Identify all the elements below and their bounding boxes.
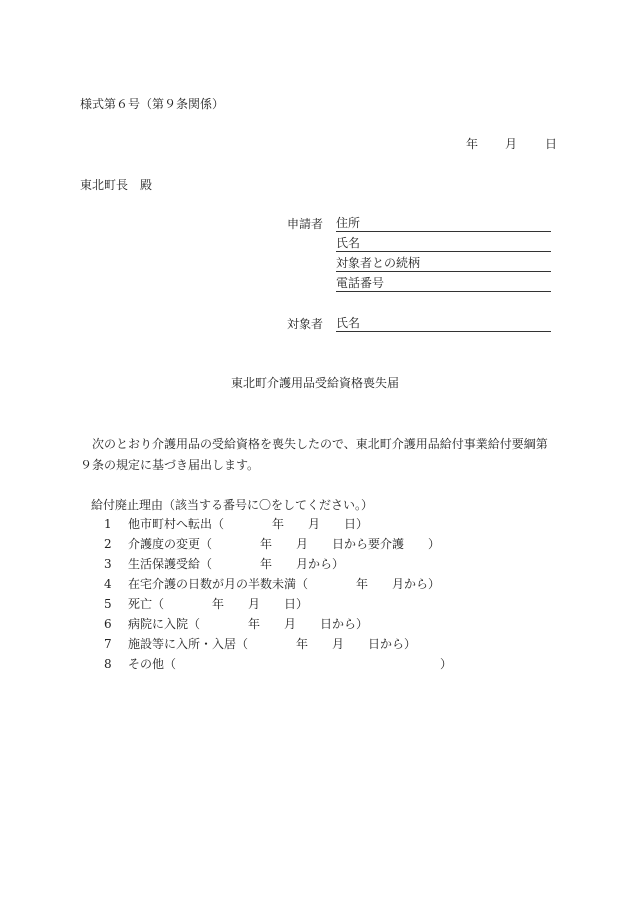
reasons-list xyxy=(104,516,452,676)
reason-text: 死亡（ 年 月 日） xyxy=(128,597,309,611)
reason-item[interactable] xyxy=(104,556,452,576)
reason-number: 6 xyxy=(104,617,112,631)
reason-number: 4 xyxy=(104,577,112,591)
reason-item[interactable] xyxy=(104,656,452,676)
applicant-address-label: 住所 xyxy=(336,216,361,230)
applicant-phone-label: 電話番号 xyxy=(336,276,385,290)
document-title: 東北町介護用品受給資格喪失届 xyxy=(231,376,400,390)
reason-text: 他市町村へ転出（ 年 月 日） xyxy=(128,517,369,531)
reason-item[interactable] xyxy=(104,616,452,636)
addressee: 東北町長 殿 xyxy=(80,178,153,192)
reason-text: 施設等に入所・入居（ 年 月 日から） xyxy=(128,637,417,651)
date-line xyxy=(466,136,557,152)
reason-number: 5 xyxy=(104,597,112,611)
applicant-phone-field[interactable] xyxy=(336,276,551,292)
reason-text: 病院に入院（ 年 月 日から） xyxy=(128,617,369,631)
reason-item[interactable] xyxy=(104,636,452,656)
reason-text: 在宅介護の日数が月の半数未満（ 年 月から） xyxy=(128,577,441,591)
reason-number: 2 xyxy=(104,537,112,551)
subject-label: 対象者 xyxy=(287,317,324,331)
applicant-relationship-field[interactable] xyxy=(336,256,551,272)
reason-item[interactable] xyxy=(104,536,452,556)
subject-name-label: 氏名 xyxy=(336,316,361,330)
body-paragraph: 次のとおり介護用品の受給資格を喪失したので、東北町介護用品給付事業給付要綱第９条の規定に基づき届出します。 xyxy=(80,437,548,472)
applicant-name-label: 氏名 xyxy=(336,236,361,250)
applicant-label: 申請者 xyxy=(287,217,324,231)
applicant-address-field[interactable] xyxy=(336,216,551,232)
reason-number: 3 xyxy=(104,557,112,571)
reason-item[interactable] xyxy=(104,596,452,616)
applicant-relationship-label: 対象者との続柄 xyxy=(336,256,421,270)
reason-text: 生活保護受給（ 年 月から） xyxy=(128,557,345,571)
reason-text: 介護度の変更（ 年 月 日から要介護 ） xyxy=(128,537,441,551)
reason-item[interactable] xyxy=(104,516,452,536)
form-number: 様式第６号（第９条関係） xyxy=(80,97,225,111)
reasons-heading: 給付廃止理由（該当する番号に〇をしてください。） xyxy=(91,498,374,512)
date-month-label: 月 xyxy=(505,137,518,151)
date-day-label: 日 xyxy=(545,137,558,151)
subject-name-field[interactable] xyxy=(336,316,551,332)
reason-number: 7 xyxy=(104,637,112,651)
reason-item[interactable] xyxy=(104,576,452,596)
reason-number: 1 xyxy=(104,517,112,531)
date-year-label: 年 xyxy=(466,137,479,151)
applicant-name-field[interactable] xyxy=(336,236,551,252)
reason-text: その他（ ） xyxy=(128,657,453,671)
reason-number: 8 xyxy=(104,657,112,671)
